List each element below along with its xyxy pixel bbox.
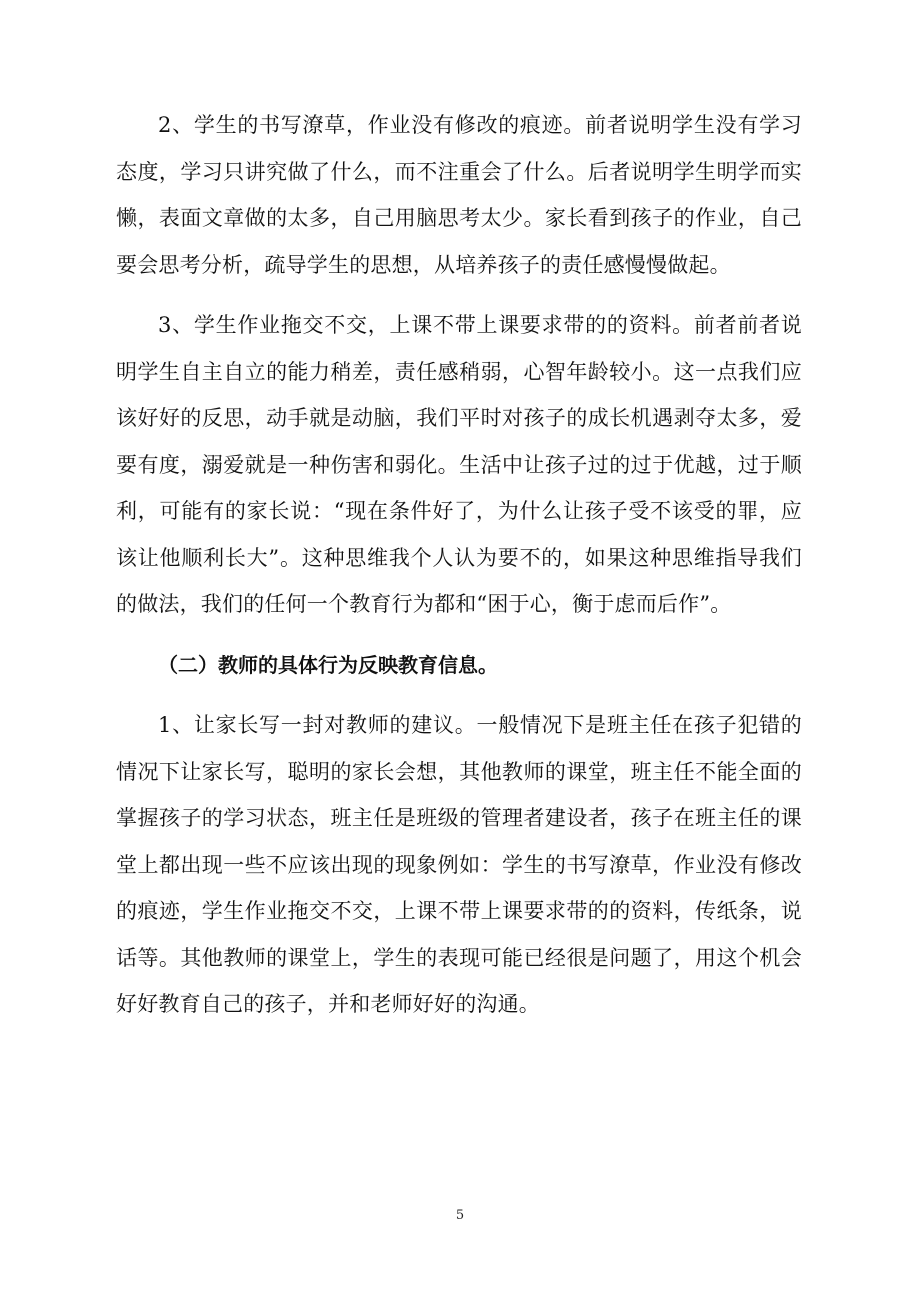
paragraph-point-2: 2、学生的书写潦草，作业没有修改的痕迹。前者说明学生没有学习态度，学习只讲究做了什么，而不注重会了什么。后者说明学生明学而实懒，表面文章做的太多，自己用脑思考太少。家长看到孩子的作业，自己要会思考分析，疏导学生的思想，从培养孩子的责任感慢慢做起。 [116,113,802,277]
document-body [116,102,802,1042]
paragraph-point-1: 1、让家长写一封对教师的建议。一般情况下是班主任在孩子犯错的情况下让家长写，聪明的家长会想，其他教师的课堂，班主任不能全面的掌握孩子的学习状态，班主任是班级的管理者建设者，孩子在班主任的课堂上都出现一些不应该出现的现象例如：学生的书写潦草，作业没有修改的痕迹，学生作业拖交不交，上课不带上课要求带的的资料，传纸条，说话等。其他教师的课堂上，学生的表现可能已经很是问题了，用这个机会好好教育自己的孩子，并和老师好好的沟通。 [116,713,802,1016]
section-heading: （二）教师的具体行为反映教育信息。 [158,652,498,677]
page-number: 5 [455,1208,465,1223]
paragraph-point-3: 3、学生作业拖交不交，上课不带上课要求带的的资料。前者前者说明学生自主自立的能力稍差，责任感稍弱，心智年龄较小。这一点我们应该好好的反思，动手就是动脑，我们平时对孩子的成长机遇剥夺太多，爱要有度，溺爱就是一种伤害和弱化。生活中让孩子过的过于优越，过于顺利，可能有的家长说：“现在条件好了，为什么让孩子受不该受的罪，应该让他顺利长大”。这种思维我个人认为要不的，如果这种思维指导我们的做法，我们的任何一个教育行为都和“困于心，衡于虑而后作”。 [116,313,802,616]
